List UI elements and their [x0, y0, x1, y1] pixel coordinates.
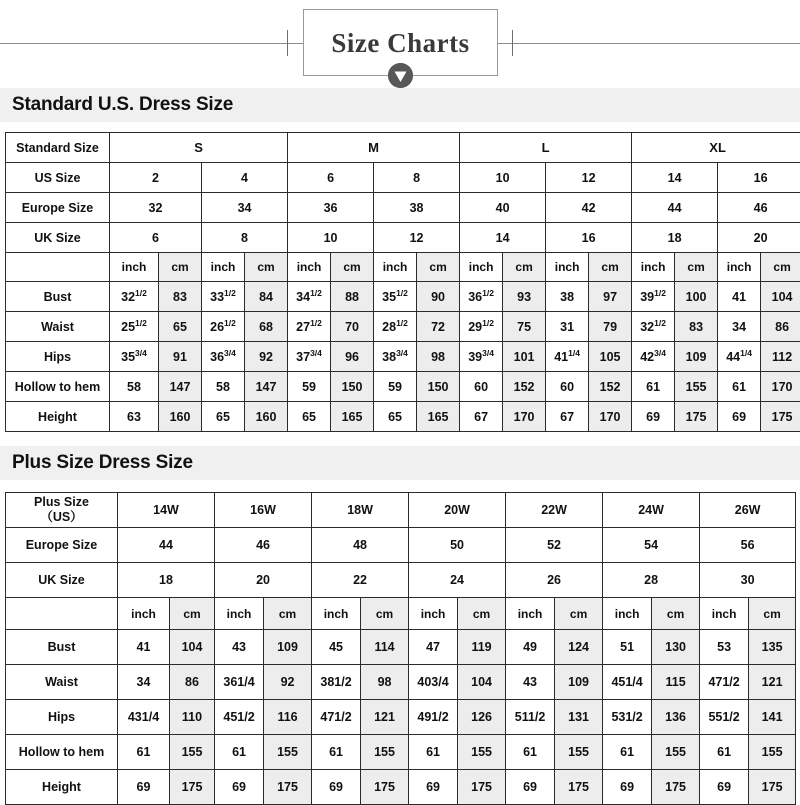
size-group-s: S [110, 133, 288, 163]
cell-inch: 61 [215, 735, 264, 770]
cell-us-size: 4 [202, 163, 288, 193]
cell-cm: 92 [245, 342, 288, 372]
row-label-uk-size: UK Size [6, 223, 110, 253]
cell-inch: 60 [546, 372, 589, 402]
row-label-hollow-to-hem: Hollow to hem [6, 735, 118, 770]
table-row [6, 770, 796, 805]
unit-header-inch: inch [718, 253, 761, 282]
cell-cm: 165 [331, 402, 374, 432]
plus-measurement-rows [6, 630, 796, 805]
cell-cm: 160 [245, 402, 288, 432]
cell-europe-size: 40 [460, 193, 546, 223]
cell-inch: 61 [118, 735, 170, 770]
cell-inch: 67 [546, 402, 589, 432]
cell-cm: 175 [458, 770, 506, 805]
row-label-height: Height [6, 770, 118, 805]
cell-cm: 72 [417, 312, 460, 342]
cell-inch: 47 [409, 630, 458, 665]
section-title-plus: Plus Size Dress Size [12, 452, 193, 474]
cell-us-size: 12 [546, 163, 632, 193]
cell-cm: 91 [159, 342, 202, 372]
section-header-plus [0, 446, 800, 480]
cell-cm: 160 [159, 402, 202, 432]
cell-cm: 175 [652, 770, 700, 805]
cell-cm: 109 [555, 665, 603, 700]
cell-inch: 491/2 [409, 700, 458, 735]
cell-inch: $36^{3/4}$ [202, 342, 245, 372]
row-label-height: Height [6, 402, 110, 432]
table-row [6, 700, 796, 735]
cell-inch: 451/4 [603, 665, 652, 700]
cell-europe-size: 52 [506, 528, 603, 563]
cell-plus-size: 26W [700, 493, 796, 528]
cell-inch: 49 [506, 630, 555, 665]
cell-europe-size: 38 [374, 193, 460, 223]
cell-inch: 43 [506, 665, 555, 700]
cell-cm: 75 [503, 312, 546, 342]
cell-cm: 170 [761, 372, 800, 402]
cell-inch: $44^{1/4}$ [718, 342, 761, 372]
cell-us-size: 14 [632, 163, 718, 193]
cell-cm: 175 [170, 770, 215, 805]
row-label-us-size: US Size [6, 163, 110, 193]
cell-cm: 175 [555, 770, 603, 805]
cell-inch: $34^{1/2}$ [288, 282, 331, 312]
unit-header-cm: cm [417, 253, 460, 282]
unit-header-cm: cm [503, 253, 546, 282]
unit-header-inch: inch [312, 598, 361, 630]
cell-uk-size: 18 [118, 563, 215, 598]
cell-europe-size: 44 [632, 193, 718, 223]
cell-cm: 155 [264, 735, 312, 770]
cell-inch: 381/2 [312, 665, 361, 700]
size-group-l: L [460, 133, 632, 163]
cell-uk-size: 20 [215, 563, 312, 598]
cell-inch: 531/2 [603, 700, 652, 735]
cell-inch: 51 [603, 630, 652, 665]
cell-inch: 41 [118, 630, 170, 665]
size-group-m: M [288, 133, 460, 163]
cell-inch: 471/2 [700, 665, 749, 700]
cell-inch: 61 [700, 735, 749, 770]
cell-cm: 101 [503, 342, 546, 372]
cell-cm: 175 [264, 770, 312, 805]
table-row [6, 312, 800, 342]
cell-us-size: 8 [374, 163, 460, 193]
cell-cm: 98 [417, 342, 460, 372]
cell-inch: 69 [632, 402, 675, 432]
cell-inch: $35^{3/4}$ [110, 342, 159, 372]
cell-inch: 361/4 [215, 665, 264, 700]
unit-header-inch: inch [118, 598, 170, 630]
unit-header-inch: inch [110, 253, 159, 282]
unit-header-inch: inch [409, 598, 458, 630]
cell-cm: 155 [170, 735, 215, 770]
unit-header-inch: inch [700, 598, 749, 630]
table-row [6, 735, 796, 770]
cell-inch: 511/2 [506, 700, 555, 735]
cell-uk-size: 12 [374, 223, 460, 253]
cell-cm: 116 [264, 700, 312, 735]
unit-header-inch: inch [288, 253, 331, 282]
cell-europe-size: 42 [546, 193, 632, 223]
cell-cm: 92 [264, 665, 312, 700]
cell-uk-size: 24 [409, 563, 506, 598]
table-row-plus-uk-size [6, 563, 796, 598]
cell-europe-size: 32 [110, 193, 202, 223]
cell-cm: 152 [503, 372, 546, 402]
cell-inch: 403/4 [409, 665, 458, 700]
table-row [6, 282, 800, 312]
cell-cm: 109 [264, 630, 312, 665]
row-label-europe-size: Europe Size [6, 193, 110, 223]
unit-header-cm: cm [555, 598, 603, 630]
cell-cm: 155 [458, 735, 506, 770]
cell-cm: 109 [675, 342, 718, 372]
cell-uk-size: 26 [506, 563, 603, 598]
cell-cm: 86 [761, 312, 800, 342]
cell-cm: 175 [361, 770, 409, 805]
cell-cm: 104 [458, 665, 506, 700]
cell-inch: 69 [718, 402, 761, 432]
unit-header-inch: inch [460, 253, 503, 282]
row-label-hips: Hips [6, 342, 110, 372]
cell-inch: 69 [118, 770, 170, 805]
row-label-plus-uk-size: UK Size [6, 563, 118, 598]
cell-cm: 83 [159, 282, 202, 312]
cell-uk-size: 8 [202, 223, 288, 253]
cell-cm: 155 [555, 735, 603, 770]
page-header [0, 0, 800, 88]
cell-cm: 130 [652, 630, 700, 665]
plus-size-label-line1: Plus Size [6, 495, 117, 510]
cell-inch: $32^{1/2}$ [632, 312, 675, 342]
row-label-plus-size [6, 493, 118, 528]
cell-inch: $26^{1/2}$ [202, 312, 245, 342]
cell-europe-size: 48 [312, 528, 409, 563]
unit-header-cm: cm [675, 253, 718, 282]
cell-uk-size: 20 [718, 223, 800, 253]
cell-inch: 451/2 [215, 700, 264, 735]
row-label-waist: Waist [6, 665, 118, 700]
cell-inch: 69 [700, 770, 749, 805]
cell-inch: 61 [718, 372, 761, 402]
row-label-standard-size: Standard Size [6, 133, 110, 163]
cell-europe-size: 46 [215, 528, 312, 563]
unit-row-blank-cell [6, 253, 110, 282]
cell-inch: 65 [374, 402, 417, 432]
unit-header-cm: cm [749, 598, 796, 630]
cell-inch: 69 [506, 770, 555, 805]
page-title: Size Charts [303, 23, 498, 63]
cell-cm: 170 [589, 402, 632, 432]
table-row-units [6, 598, 796, 630]
cell-cm: 114 [361, 630, 409, 665]
cell-cm: 165 [417, 402, 460, 432]
cell-cm: 88 [331, 282, 374, 312]
cell-inch: 59 [374, 372, 417, 402]
table-row-us-size [6, 163, 800, 193]
cell-inch: 59 [288, 372, 331, 402]
table-row [6, 372, 800, 402]
cell-inch: $38^{3/4}$ [374, 342, 417, 372]
cell-inch: $33^{1/2}$ [202, 282, 245, 312]
cell-cm: 155 [361, 735, 409, 770]
cell-inch: 67 [460, 402, 503, 432]
cell-inch: 58 [110, 372, 159, 402]
cell-inch: $25^{1/2}$ [110, 312, 159, 342]
cell-plus-size: 18W [312, 493, 409, 528]
table-row-units [6, 253, 800, 282]
unit-header-cm: cm [652, 598, 700, 630]
cell-cm: 83 [675, 312, 718, 342]
cell-uk-size: 6 [110, 223, 202, 253]
cell-cm: 155 [675, 372, 718, 402]
cell-europe-size: 56 [700, 528, 796, 563]
cell-inch: 31 [546, 312, 589, 342]
cell-cm: 70 [331, 312, 374, 342]
standard-size-table [5, 132, 800, 432]
cell-cm: 115 [652, 665, 700, 700]
cell-cm: 147 [159, 372, 202, 402]
cell-plus-size: 22W [506, 493, 603, 528]
cell-cm: 104 [761, 282, 800, 312]
table-row-europe-size [6, 193, 800, 223]
unit-header-inch: inch [603, 598, 652, 630]
table-row-standard-size [6, 133, 800, 163]
cell-plus-size: 20W [409, 493, 506, 528]
cell-cm: 79 [589, 312, 632, 342]
table-row-uk-size [6, 223, 800, 253]
cell-europe-size: 44 [118, 528, 215, 563]
cell-uk-size: 22 [312, 563, 409, 598]
cell-europe-size: 46 [718, 193, 800, 223]
cell-us-size: 10 [460, 163, 546, 193]
cell-inch: 38 [546, 282, 589, 312]
table-row [6, 665, 796, 700]
cell-us-size: 2 [110, 163, 202, 193]
cell-inch: 431/4 [118, 700, 170, 735]
cell-inch: 60 [460, 372, 503, 402]
unit-header-cm: cm [361, 598, 409, 630]
cell-cm: 121 [361, 700, 409, 735]
cell-inch: $27^{1/2}$ [288, 312, 331, 342]
cell-cm: 110 [170, 700, 215, 735]
cell-cm: 65 [159, 312, 202, 342]
cell-cm: 90 [417, 282, 460, 312]
cell-inch: $28^{1/2}$ [374, 312, 417, 342]
cell-cm: 119 [458, 630, 506, 665]
cell-cm: 124 [555, 630, 603, 665]
cell-inch: $39^{3/4}$ [460, 342, 503, 372]
cell-europe-size: 36 [288, 193, 374, 223]
cell-inch: 53 [700, 630, 749, 665]
cell-cm: 141 [749, 700, 796, 735]
cell-cm: 155 [749, 735, 796, 770]
cell-plus-size: 14W [118, 493, 215, 528]
cell-inch: 63 [110, 402, 159, 432]
cell-us-size: 6 [288, 163, 374, 193]
plus-size-label-line2: （US） [6, 510, 117, 525]
table-row [6, 402, 800, 432]
plus-size-table [5, 492, 796, 805]
unit-header-cm: cm [264, 598, 312, 630]
cell-cm: 86 [170, 665, 215, 700]
cell-inch: $41^{1/4}$ [546, 342, 589, 372]
cell-inch: $32^{1/2}$ [110, 282, 159, 312]
unit-header-inch: inch [506, 598, 555, 630]
unit-header-cm: cm [170, 598, 215, 630]
cell-uk-size: 10 [288, 223, 374, 253]
cell-inch: 34 [118, 665, 170, 700]
unit-header-inch: inch [632, 253, 675, 282]
cell-inch: 61 [409, 735, 458, 770]
cell-inch: 58 [202, 372, 245, 402]
unit-row-blank-cell [6, 598, 118, 630]
table-row-plus-europe-size [6, 528, 796, 563]
cell-inch: 551/2 [700, 700, 749, 735]
size-group-xl: XL [632, 133, 800, 163]
cell-cm: 175 [761, 402, 800, 432]
cell-europe-size: 34 [202, 193, 288, 223]
cell-cm: 100 [675, 282, 718, 312]
cell-cm: 104 [170, 630, 215, 665]
cell-uk-size: 28 [603, 563, 700, 598]
cell-cm: 152 [589, 372, 632, 402]
section-title-standard: Standard U.S. Dress Size [12, 94, 233, 116]
cell-inch: 69 [312, 770, 361, 805]
cell-uk-size: 30 [700, 563, 796, 598]
cell-inch: 69 [603, 770, 652, 805]
cell-cm: 155 [652, 735, 700, 770]
unit-header-cm: cm [245, 253, 288, 282]
row-label-bust: Bust [6, 630, 118, 665]
cell-inch: $42^{3/4}$ [632, 342, 675, 372]
row-label-plus-europe-size: Europe Size [6, 528, 118, 563]
header-tick-left [287, 30, 288, 56]
table-row [6, 630, 796, 665]
cell-inch: 61 [632, 372, 675, 402]
cell-cm: 170 [503, 402, 546, 432]
unit-header-inch: inch [546, 253, 589, 282]
unit-header-cm: cm [589, 253, 632, 282]
cell-inch: 43 [215, 630, 264, 665]
cell-us-size: 16 [718, 163, 800, 193]
cell-cm: 175 [749, 770, 796, 805]
unit-header-cm: cm [331, 253, 374, 282]
cell-cm: 93 [503, 282, 546, 312]
cell-cm: 84 [245, 282, 288, 312]
cell-cm: 68 [245, 312, 288, 342]
row-label-hips: Hips [6, 700, 118, 735]
cell-cm: 96 [331, 342, 374, 372]
cell-europe-size: 50 [409, 528, 506, 563]
cell-inch: 45 [312, 630, 361, 665]
table-row-plus-size [6, 493, 796, 528]
cell-cm: 126 [458, 700, 506, 735]
cell-inch: 65 [202, 402, 245, 432]
cell-cm: 175 [675, 402, 718, 432]
section-header-standard [0, 88, 800, 122]
unit-header-cm: cm [159, 253, 202, 282]
unit-header-inch: inch [374, 253, 417, 282]
cell-europe-size: 54 [603, 528, 700, 563]
cell-cm: 147 [245, 372, 288, 402]
cell-uk-size: 16 [546, 223, 632, 253]
cell-uk-size: 18 [632, 223, 718, 253]
cell-inch: $36^{1/2}$ [460, 282, 503, 312]
cell-inch: 41 [718, 282, 761, 312]
cell-inch: 65 [288, 402, 331, 432]
cell-inch: 61 [603, 735, 652, 770]
cell-cm: 121 [749, 665, 796, 700]
unit-header-inch: inch [215, 598, 264, 630]
cell-cm: 131 [555, 700, 603, 735]
cell-inch: 69 [409, 770, 458, 805]
cell-inch: 61 [506, 735, 555, 770]
unit-header-cm: cm [761, 253, 800, 282]
cell-plus-size: 16W [215, 493, 312, 528]
unit-header-cm: cm [458, 598, 506, 630]
chevron-down-circle-icon [388, 63, 413, 88]
cell-cm: 135 [749, 630, 796, 665]
cell-cm: 150 [417, 372, 460, 402]
cell-cm: 112 [761, 342, 800, 372]
cell-uk-size: 14 [460, 223, 546, 253]
cell-cm: 97 [589, 282, 632, 312]
table-row [6, 342, 800, 372]
cell-inch: $35^{1/2}$ [374, 282, 417, 312]
standard-measurement-rows [6, 282, 800, 432]
cell-inch: 34 [718, 312, 761, 342]
cell-inch: 471/2 [312, 700, 361, 735]
cell-inch: 61 [312, 735, 361, 770]
unit-header-inch: inch [202, 253, 245, 282]
row-label-waist: Waist [6, 312, 110, 342]
cell-inch: $39^{1/2}$ [632, 282, 675, 312]
cell-cm: 105 [589, 342, 632, 372]
header-tick-right [512, 30, 513, 56]
row-label-bust: Bust [6, 282, 110, 312]
cell-inch: $37^{3/4}$ [288, 342, 331, 372]
cell-plus-size: 24W [603, 493, 700, 528]
cell-inch: 69 [215, 770, 264, 805]
row-label-hollow-to-hem: Hollow to hem [6, 372, 110, 402]
cell-inch: $29^{1/2}$ [460, 312, 503, 342]
cell-cm: 136 [652, 700, 700, 735]
cell-cm: 98 [361, 665, 409, 700]
cell-cm: 150 [331, 372, 374, 402]
